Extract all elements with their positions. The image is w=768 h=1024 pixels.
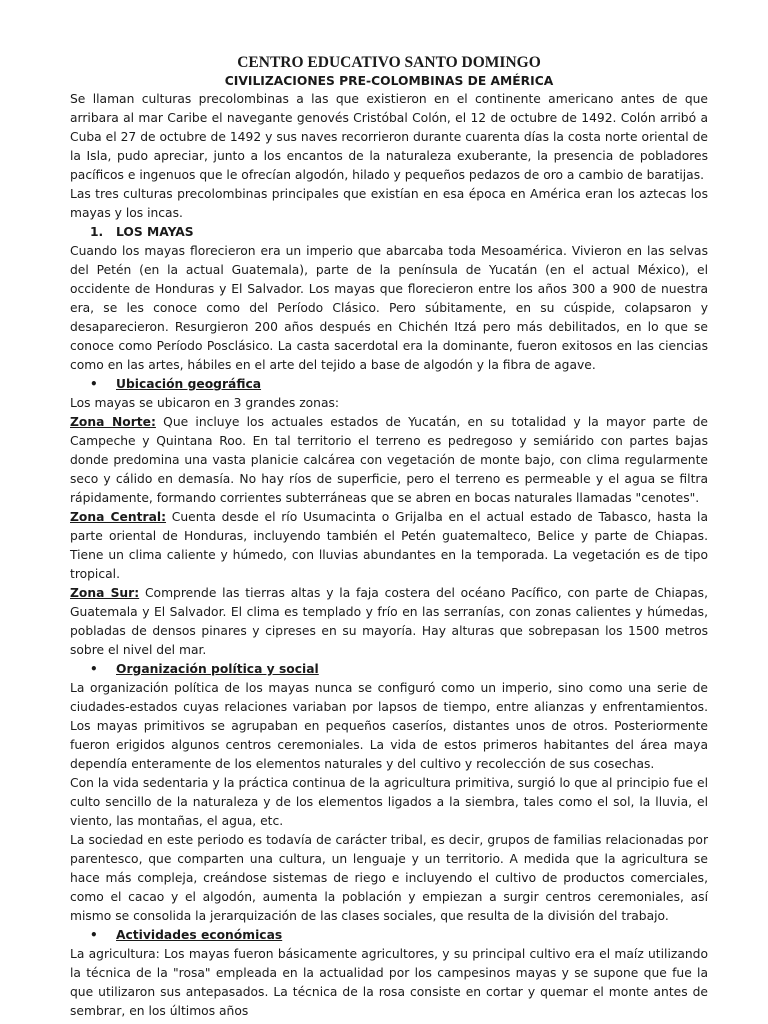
school-title: CENTRO EDUCATIVO SANTO DOMINGO [237, 54, 541, 71]
organizacion-paragraph-2: Con la vida sedentaria y la práctica continua de la agricultura primitiva, surgió lo que al principio fue el culto sencillo de la naturaleza y de los elementos ligados a la siembra, tales como el sol, la lluvia, el viento, las montañas, el agua, etc. [70, 776, 708, 828]
zona-norte-label: Zona Norte: [70, 415, 156, 429]
heading-actividades-label: Actividades económicas [116, 928, 283, 942]
heading-actividades [70, 926, 708, 945]
zona-norte-paragraph [70, 413, 708, 508]
zona-norte-text: Que incluye los actuales estados de Yucatán, en su totalidad y la mayor parte de Campeche y Quintana Roo. En tal territorio el terreno es pedregoso y semiárido con partes bajas donde predomina una vasta planicie calcárea con vegetación de monte bajo, con clima regularmente seco y cálido en demasía. No hay ríos de superficie, pero el terreno es permeable y el agua se filtra rápidamente, formando corrientes subterráneas que se abren en bocas naturales llamadas "cenotes". [70, 415, 708, 505]
heading-organizacion [70, 660, 708, 679]
heading-organizacion-label: Organización política y social [116, 662, 319, 676]
mayas-paragraph: Cuando los mayas florecieron era un imperio que abarcaba toda Mesoamérica. Vivieron en las selvas del Petén (en la actual Guatemala), parte de la península de Yucatán (en el actual México), el occidente de Honduras y El Salvador. Los mayas que florecieron entre los años 300 a 900 de nuestra era, se les conoce como del Período Clásico. Pero súbitamente, en su cúspide, colapsaron y desaparecieron. Resurgieron 200 años después en Chichén Itzá pero más debilitados, en lo que se conoce como Período Posclásico. La casta sacerdotal era la dominante, fueron exitosos en las ciencias como en las artes, hábiles en el arte del tejido a base de algodón y la fibra de agave. [70, 244, 708, 372]
zona-central-paragraph [70, 508, 708, 584]
bullet-icon: • [90, 928, 98, 942]
organizacion-paragraph-3: La sociedad en este periodo es todavía de carácter tribal, es decir, grupos de familias relacionadas por parentesco, que comparten una cultura, un lenguaje y un territorio. A medida que la agricultura se hace más compleja, creándose sistemas de riego e incluyendo el cultivo de productos comerciales, como el cacao y el algodón, aumenta la población y empiezan a surgir centros ceremoniales, así mismo se consolida la jerarquización de las clases sociales, que resulta de la división del trabajo. [70, 833, 708, 923]
document-subtitle: CIVILIZACIONES PRE-COLOMBINAS DE AMÉRICA [224, 74, 554, 88]
section-number: 1. [90, 225, 104, 239]
heading-ubicacion-label: Ubicación geográfica [116, 377, 262, 391]
intro-paragraph-1: Se llaman culturas precolombinas a las que existieron en el continente americano antes de que arribara al mar Caribe el navegante genovés Cristóbal Colón, el 12 de octubre de 1492. Colón arribó a Cuba el 27 de octubre de 1492 y sus naves recorrieron durante cuarenta días la costa norte oriental de la Isla, pudo apreciar, junto a los encantos de la naturaleza exuberante, la presencia de pobladores pacíficos e ingenuos que le ofrecían algodón, hilado y pequeños pedazos de oro a cambio de baratijas. [70, 92, 708, 182]
zona-sur-text: Comprende las tierras altas y la faja costera del océano Pacífico, con parte de Chiapas, Guatemala y El Salvador. El clima es templado y frío en las serranías, con zonas calientes y húmedas, pobladas de densos pinares y cipreses en su mayoría. Hay alturas que sobrepasan los 1500 metros sobre el nivel del mar. [70, 586, 708, 657]
intro-paragraph-2: Las tres culturas precolombinas principales que existían en esa época en América eran los aztecas los mayas y los incas. [70, 187, 708, 220]
zona-sur-label: Zona Sur: [70, 586, 140, 600]
zona-sur-paragraph [70, 584, 708, 660]
bullet-icon: • [90, 662, 98, 676]
zona-central-text: Cuenta desde el río Usumacinta o Grijalba en el actual estado de Tabasco, hasta la parte oriental de Honduras, incluyendo también el Petén guatemalteco, Belice y parte de Chiapas. Tiene un clima caliente y húmedo, con lluvias abundantes en la temporada. La vegetación es de tipo tropical. [70, 510, 708, 581]
organizacion-paragraph-1: La organización política de los mayas nunca se configuró como un imperio, sino como una serie de ciudades-estados cuyas relaciones variaban por lapsos de tiempo, entre alianzas y enfrentamientos. Los mayas primitivos se agrupaban en pequeños caseríos, distantes unos de otros. Posteriormente fueron erigidos algunos centros ceremoniales. La vida de estos primeros habitantes del área maya dependía enteramente de los elementos naturales y del cultivo y recolección de sus cosechas. [70, 681, 708, 771]
heading-ubicacion [70, 375, 708, 394]
agricultura-paragraph: La agricultura: Los mayas fueron básicamente agricultores, y su principal cultivo era el maíz utilizando la técnica de la "rosa" empleada en la actualidad por los campesinos mayas y se supone que fue la que utilizaron sus antepasados. La técnica de la rosa consiste en cortar y quemar el monte antes de sembrar, en los últimos años [70, 947, 708, 1018]
zones-intro: Los mayas se ubicaron en 3 grandes zonas: [70, 396, 340, 410]
zona-central-label: Zona Central: [70, 510, 167, 524]
section-heading-los-mayas [70, 223, 708, 242]
bullet-icon: • [90, 377, 98, 391]
section-title: LOS MAYAS [116, 225, 194, 239]
